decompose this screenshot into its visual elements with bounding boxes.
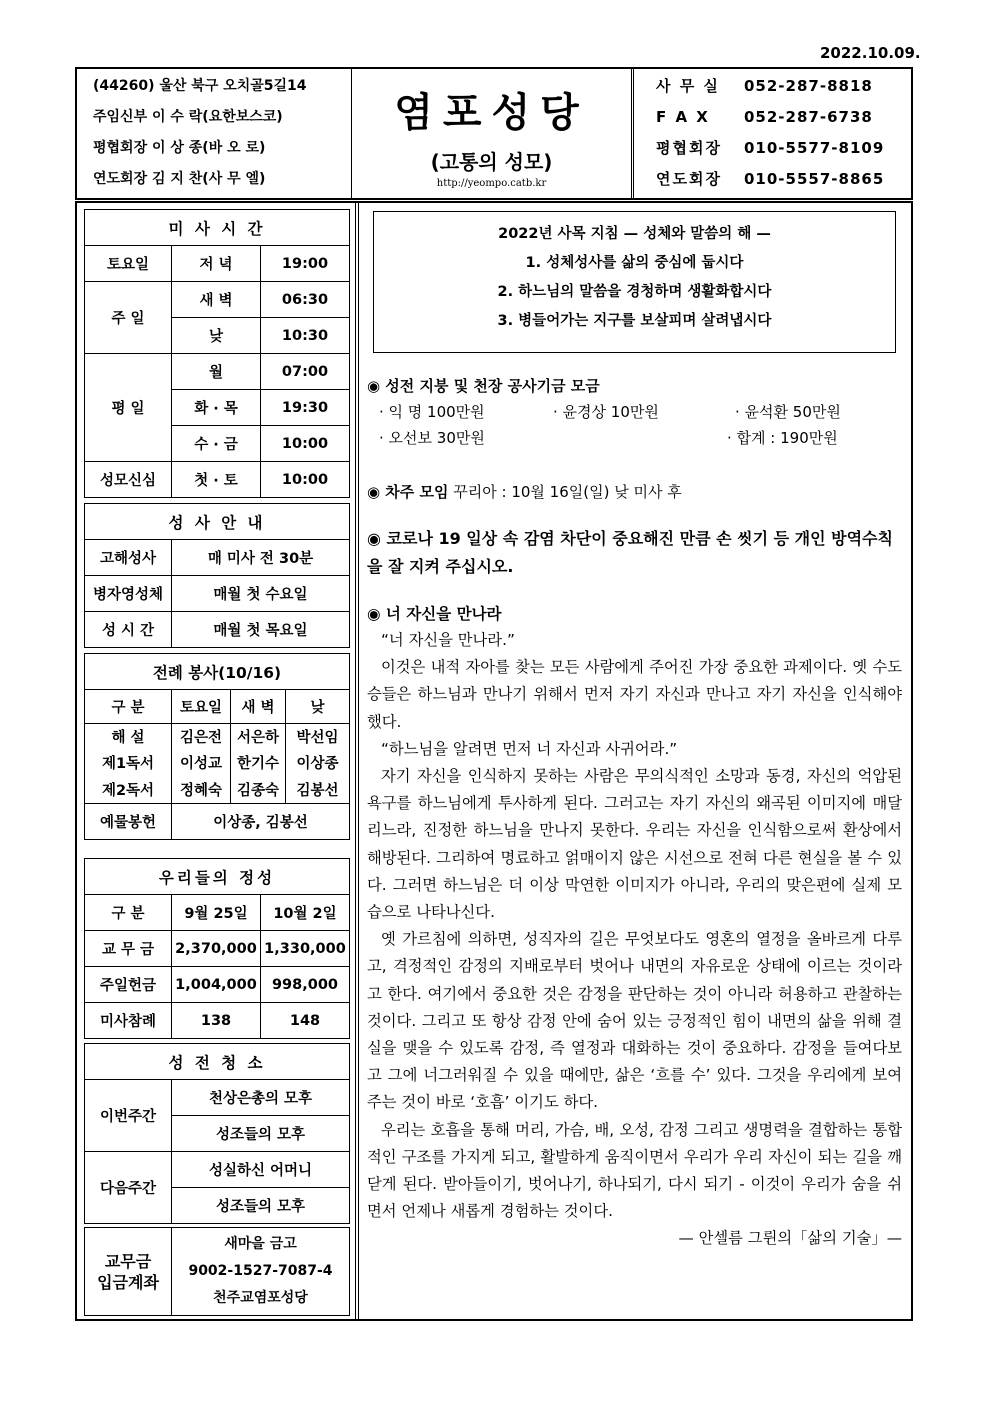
- parish-url: http://yeompo.catb.kr: [436, 178, 547, 189]
- contact-yeondo: 연도회장 010-5557-8865: [656, 170, 885, 188]
- weekday-label: 평 일: [85, 354, 172, 462]
- sick-communion-label: 병자영성체: [85, 576, 172, 612]
- fundraising-title: ◉ 성전 지붕 및 천장 공사기금 모금: [367, 377, 600, 395]
- donor-row: · 익 명 100만원 · 윤경상 10만원 · 윤석환 50만원: [379, 403, 841, 421]
- sun-label: 주 일: [85, 282, 172, 354]
- offering-table: [84, 858, 350, 1039]
- pastoral-item: 2. 하느님의 말씀을 경청하며 생활화합시다: [497, 284, 772, 300]
- table-row: 교 무 금 2,370,000 1,330,000: [85, 931, 350, 967]
- sick-communion-value: 매월 첫 수요일: [172, 576, 350, 612]
- account-value: 새마을 금고 9002-1527-7087-4 천주교염포성당: [172, 1228, 350, 1316]
- wed-fri-name: 수 · 금: [172, 426, 261, 462]
- pastor-line: 주임신부 이 수 락(요한보스코): [93, 109, 283, 125]
- sat-label: 토요일: [85, 246, 172, 282]
- pastoral-item: 3. 병들어가는 지구를 보살피며 살려냅시다: [497, 313, 772, 329]
- sun-dawn-time: 06:30: [261, 282, 350, 318]
- essay-source: — 안셀름 그륀의「삶의 기술」—: [678, 1229, 902, 1248]
- offering-header: 9월 25일: [172, 895, 261, 931]
- issue-date: 2022.10.09.: [820, 44, 921, 62]
- header: [75, 67, 913, 200]
- essay-paragraph: 이것은 내적 자아를 찾는 모든 사람에게 주어진 가장 중요한 과제이다. 옛 수도승들은 하느님과 만나기 위해서 먼저 자기 자신과 만나고 자기 자신을 인식해야 했다.: [367, 658, 902, 731]
- next-meeting-title: ◉ 차주 모임: [367, 483, 449, 501]
- sat-name: 저 녁: [172, 246, 261, 282]
- offering-header: 10월 2일: [261, 895, 350, 931]
- essay-title: ◉ 너 자신을 만나라: [367, 605, 502, 623]
- cleaning-table: [84, 1043, 350, 1224]
- confession-value: 매 미사 전 30분: [172, 540, 350, 576]
- table-row: 제2독서 정혜숙 김종숙 김봉선: [85, 776, 350, 804]
- essay: [367, 601, 902, 1253]
- sat-time: 19:00: [261, 246, 350, 282]
- mass-times-caption: 미 사 시 간: [85, 210, 350, 246]
- this-week-label: 이번주간: [85, 1080, 172, 1152]
- this-week-group-1: 천상은총의 모후: [172, 1080, 350, 1116]
- column-divider: [355, 203, 359, 1319]
- liturgy-header: 새 벽: [231, 690, 286, 724]
- liturgy-service-table: [84, 653, 350, 840]
- offering-caption: 우리들의 정성: [85, 859, 350, 895]
- essay-paragraph: 자기 자신을 인식하지 못하는 사람은 무의식적인 소망과 동경, 자신의 억압된 욕구를 하느님에게 투사하게 된다. 그러고는 자기 자신의 왜곡된 이미지에 매달리느라, 진정한 하느님을 만나지 못한다. 우리는 자신을 인식함으로써 환상에서 해방된다. 그리하여 명료하고 얽매이지 않은 시선으로 전혀 다른 현실을 볼 수 있다. 그러면 하느님은 더 이상 막연한 이미지가 아니라, 우리의 맞은편에 실제 모습으로 나타나신다.: [367, 767, 902, 922]
- cleaning-caption: 성 전 청 소: [85, 1044, 350, 1080]
- header-address-block: [77, 69, 352, 198]
- next-meeting-text: 꾸리아 : 10월 16일(일) 낮 미사 후: [448, 483, 682, 501]
- essay-paragraph: “하느님을 알려면 먼저 너 자신과 사귀어라.”: [381, 739, 678, 758]
- confession-label: 고해성사: [85, 540, 172, 576]
- next-week-label: 다음주간: [85, 1152, 172, 1224]
- liturgy-header: 토요일: [172, 690, 231, 724]
- marian-label: 성모신심: [85, 462, 172, 498]
- header-contacts: [634, 69, 911, 198]
- next-week-group-1: 성실하신 어머니: [172, 1152, 350, 1188]
- parish-subtitle: (고통의 성모): [430, 150, 553, 174]
- offertory-value: 이상종, 김봉선: [172, 804, 350, 840]
- wed-fri-time: 10:00: [261, 426, 350, 462]
- essay-paragraph: “너 자신을 만나라.”: [381, 631, 515, 649]
- liturgy-header: 낮: [286, 690, 350, 724]
- contact-fax: F A X 052-287-6738: [656, 108, 873, 126]
- pastoral-item: 1. 성체성사를 삶의 중심에 둡시다: [525, 255, 744, 271]
- next-week-group-2: 성조들의 모후: [172, 1188, 350, 1224]
- tue-thu-name: 화 · 목: [172, 390, 261, 426]
- this-week-group-2: 성조들의 모후: [172, 1116, 350, 1152]
- yeondo-president-line: 연도회장 김 지 찬(사 무 엘): [93, 171, 266, 187]
- donor-row: · 오선보 30만원 · 합계 : 190만원: [379, 429, 838, 447]
- mass-times-table: [84, 209, 350, 498]
- contact-council: 평협회장 010-5577-8109: [656, 139, 885, 157]
- account-label: 교무금 입금계좌: [85, 1228, 172, 1316]
- sacrament-caption: 성 사 안 내: [85, 504, 350, 540]
- table-row: 해 설 김은전 서은하 박선임: [85, 724, 350, 750]
- fundraising-notice: [367, 373, 902, 451]
- covid-notice: ◉ 코로나 19 일상 속 감염 차단이 중요해진 만큼 손 씻기 등 개인 방역수칙을 잘 지켜 주십시오.: [367, 529, 893, 576]
- pastoral-title: 2022년 사목 지침 — 성체와 말씀의 해 —: [498, 226, 771, 242]
- sun-dawn-name: 새 벽: [172, 282, 261, 318]
- offering-header: 구 분: [85, 895, 172, 931]
- tue-thu-time: 19:30: [261, 390, 350, 426]
- mon-name: 월: [172, 354, 261, 390]
- essay-paragraph: 우리는 호흡을 통해 머리, 가슴, 배, 오성, 감정 그리고 생명력을 결합하는 통합적인 구조를 가지게 되고, 활발하게 움직이면서 우리가 우리 자신이 되는 길을 깨닫게 된다. 받아들이기, 벗어나기, 하나되기, 다시 되기 - 이것이 우리가 숨을 쉬면서 언제나 새롭게 경험하는 것이다.: [367, 1120, 902, 1221]
- holy-hour-label: 성 시 간: [85, 612, 172, 648]
- address-line: (44260) 울산 북구 오치골5길14: [93, 78, 307, 94]
- account-table: [84, 1227, 350, 1316]
- council-president-line: 평협회장 이 상 종(바 오 로): [93, 140, 266, 156]
- table-row: 주일헌금 1,004,000 998,000: [85, 967, 350, 1003]
- next-meeting-notice: [367, 479, 902, 505]
- essay-paragraph: 옛 가르침에 의하면, 성직자의 길은 무엇보다도 영혼의 열정을 올바르게 다루고, 격정적인 감정의 지배로부터 벗어나 내면의 자유로운 상태에 이르는 것이라고 한다. 여기에서 중요한 것은 감정을 판단하는 것이 아니라 허용하고 관찰하는 것이다. 그리고 또 항상 감정 안에 숨어 있는 긍정적인 힘이 내면의 삶을 위해 결실을 맺을 수 있도록 감정, 즉 열정과 대화하는 것이 중요하다. 감정을 들여다보고 그에 너그러워질 수 있을 때에만, 삶은 ‘흐를 수’ 있다. 그것을 우리에게 보여주는 것이 바로 ‘호흡’ 이기도 하다.: [367, 930, 902, 1112]
- table-row: 제1독서 이성교 한기수 이상종: [85, 750, 350, 776]
- parish-title: 염포성당: [394, 90, 589, 136]
- liturgy-header: 구 분: [85, 690, 172, 724]
- sacrament-table: [84, 503, 350, 648]
- marian-name: 첫 · 토: [172, 462, 261, 498]
- holy-hour-value: 매월 첫 목요일: [172, 612, 350, 648]
- bulletin-body: [75, 201, 913, 1321]
- contact-office: 사 무 실 052-287-8818: [656, 77, 873, 95]
- offertory-label: 예물봉헌: [85, 804, 172, 840]
- header-title-block: [352, 69, 634, 198]
- table-row: 미사참례 138 148: [85, 1003, 350, 1039]
- sun-day-time: 10:30: [261, 318, 350, 354]
- marian-time: 10:00: [261, 462, 350, 498]
- sun-day-name: 낮: [172, 318, 261, 354]
- liturgy-caption: 전례 봉사(10/16): [85, 654, 350, 690]
- mon-time: 07:00: [261, 354, 350, 390]
- pastoral-guideline-box: [373, 211, 896, 353]
